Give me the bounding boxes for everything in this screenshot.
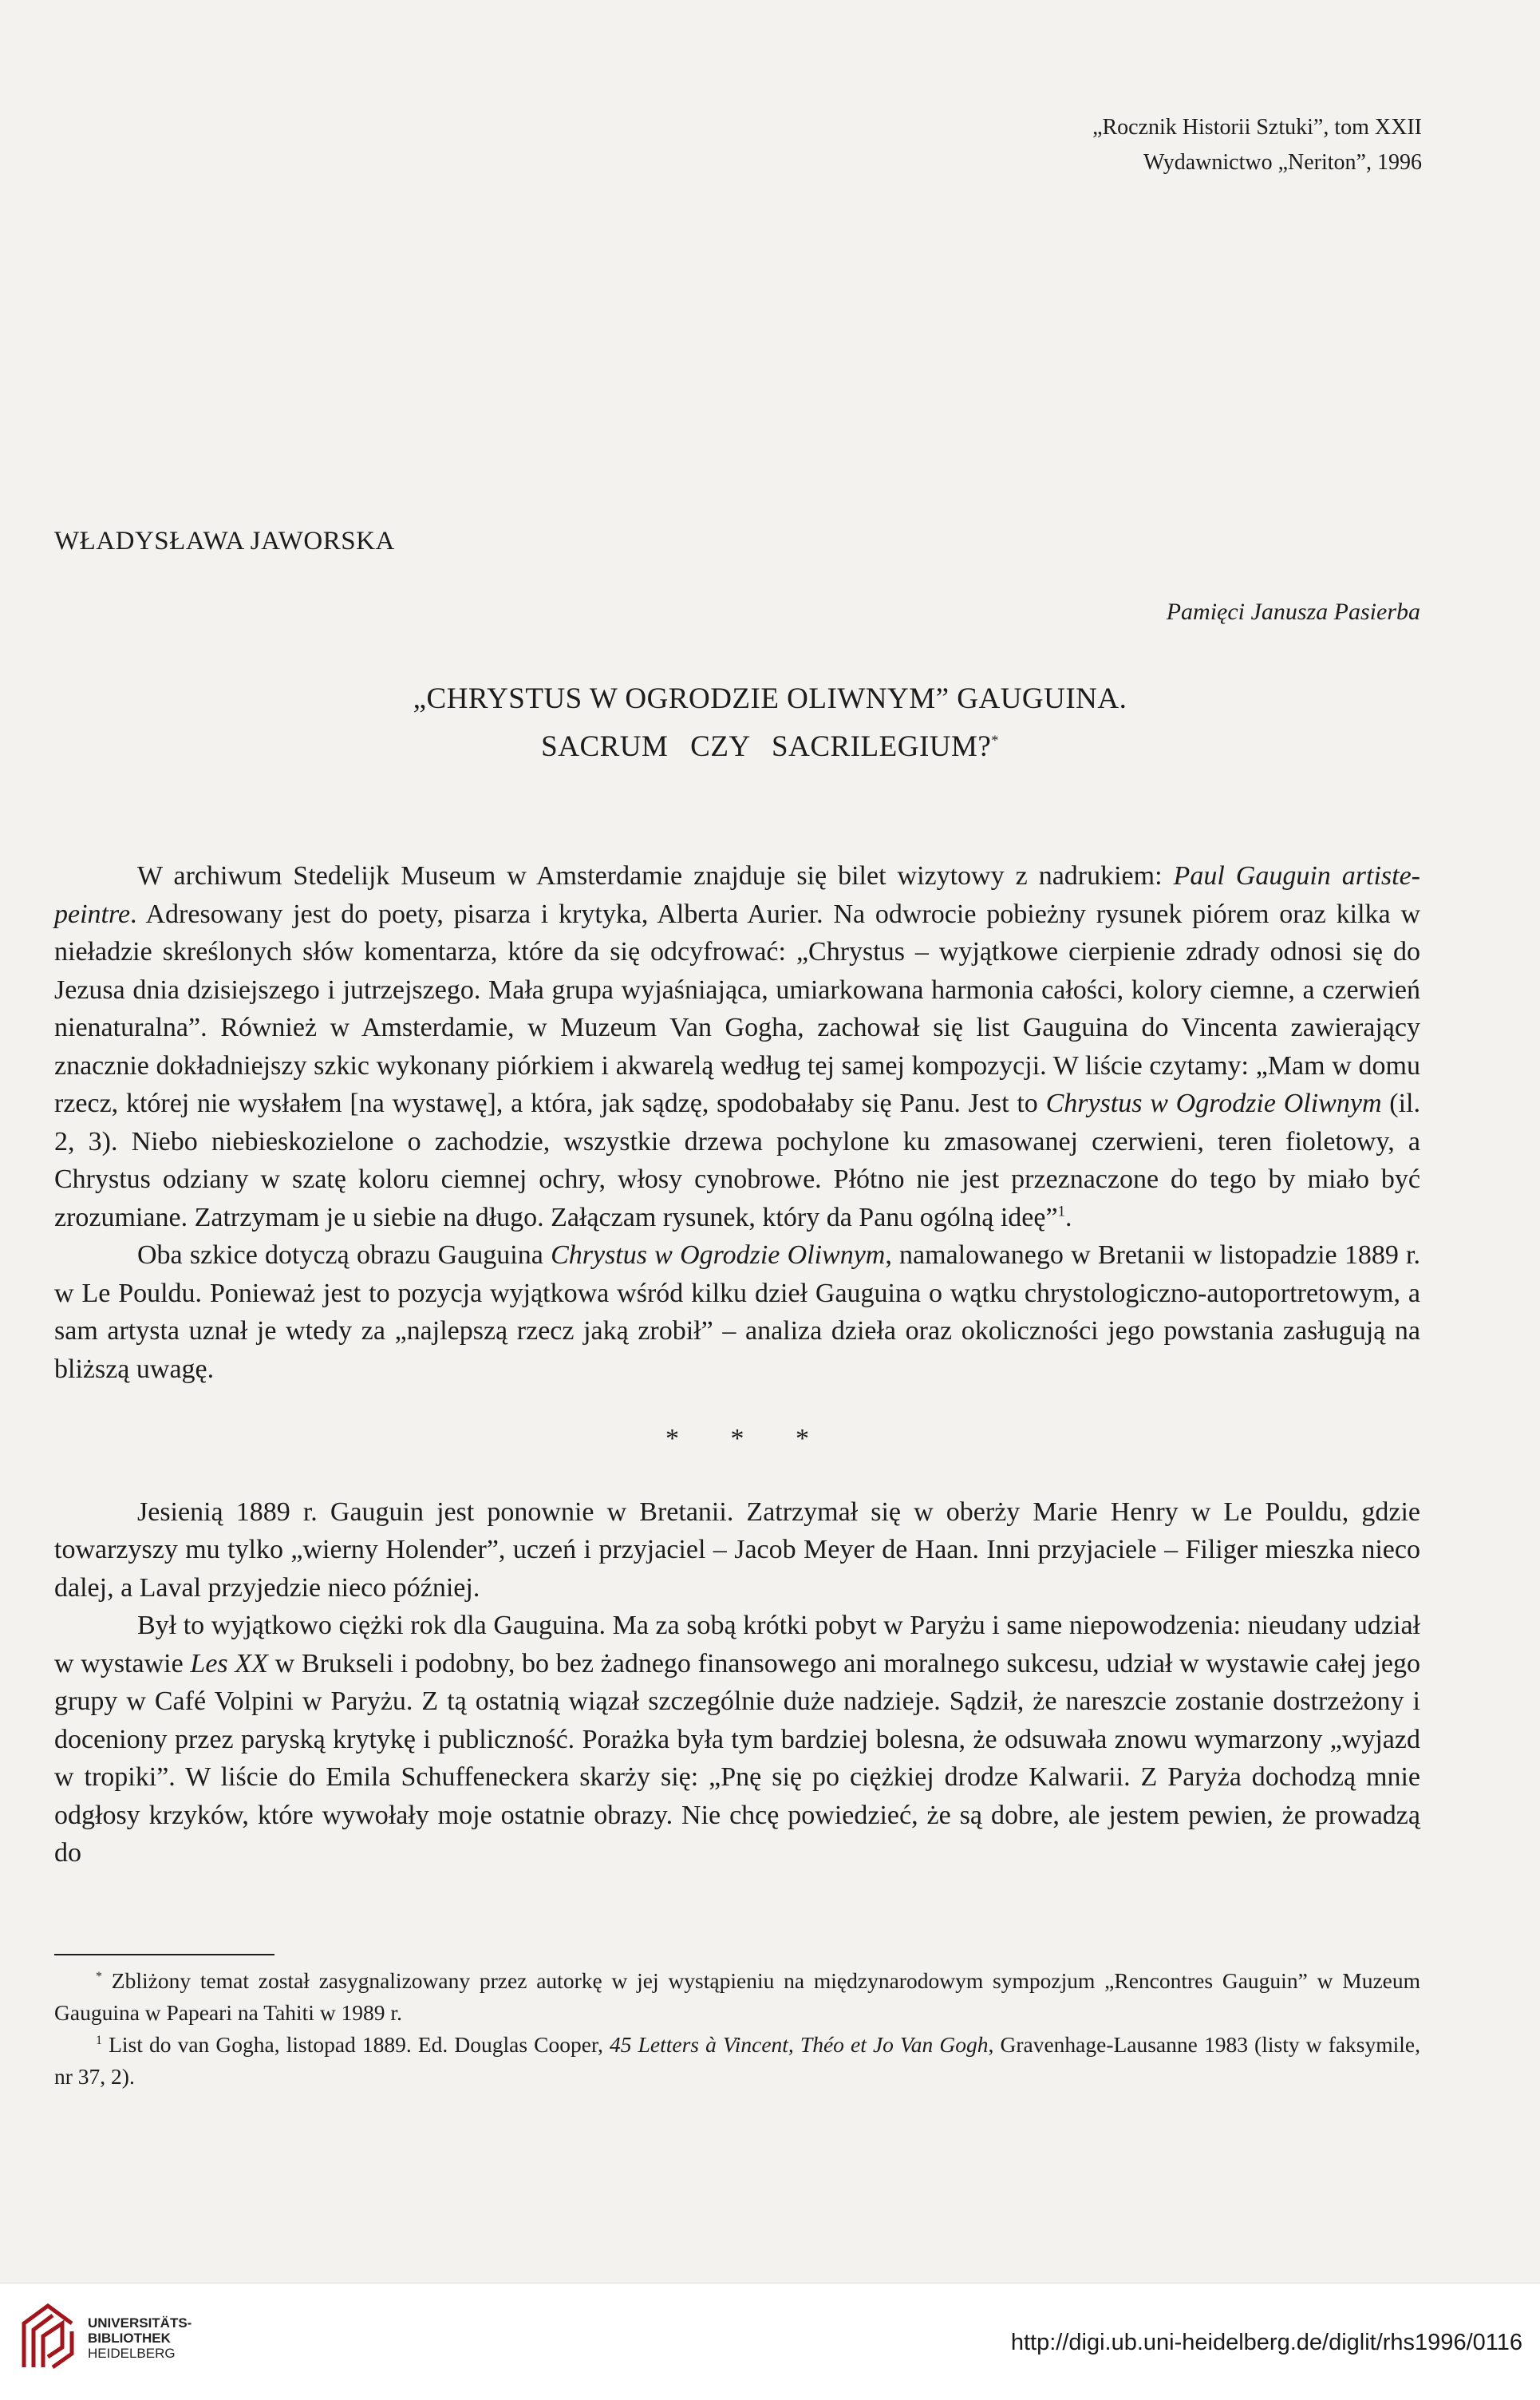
paragraph-4 [54,1607,1420,1872]
footnote-divider [54,1954,274,1955]
library-logo-icon[interactable] [16,2299,80,2371]
imprint-publisher: Wydawnictwo „Neriton”, 1996 [1143,150,1422,175]
footnote-1-mark: 1 [96,2033,102,2047]
footnote-star-mark: * [96,1969,102,1983]
paragraph-2 [54,1236,1420,1388]
section-separator: * * * [665,1424,831,1453]
dedication: Pamięci Janusza Pasierba [1166,599,1420,625]
p1-text-c: (il. 2, 3). Niebo niebieskozielone o zachodzie, wszystkie drzewa pochylone ku zmasowanej czerwieni, teren fioletowy, a Chrystus odziany w szatę koloru ciemnej ochry, włosy cynobrowe. Płótno nie jest przeznaczone do tego by miało być zrozumiane. Zatrzymam je u siebie na długo. Załączam rysunek, który da Panu ogólną ideę” [54,1089,1420,1232]
author-name: WŁADYSŁAWA JAWORSKA [54,527,395,556]
footnote-1-italic-title: 45 Letters à Vincent, Théo et Jo Van Gogh [610,2032,989,2057]
library-name-line-2: BIBLIOTHEK [88,2331,171,2346]
permalink-url[interactable]: http://digi.ub.uni-heidelberg.de/diglit/rhs1996/0116 [1010,2330,1522,2355]
p4-text-a: Był to wyjątkowo ciężki rok dla Gauguina. Ma za sobą krótki pobyt w Paryżu i same niepowodzenia: nieudany udział w wystawie [54,1611,1420,1678]
p2-text-b: , namalowanego w Bretanii w listopadzie 1889 r. w Le Pouldu. Ponieważ jest to pozycja wyjątkowa wśród kilku dzieł Gauguina o wątku chrystologiczno-autoportretowym, a sam artysta uznał je wtedy za „najlepszą rzecz jaką zrobił” – analiza dzieła oraz okoliczności jego powstania zasługują na bliższą uwagę. [54,1240,1420,1384]
footnote-star [54,1965,1420,2029]
article-title [0,675,1540,771]
title-footnote-mark[interactable]: * [991,732,999,749]
library-name [88,2315,192,2361]
p1-text-d: . [1065,1202,1072,1232]
title-line-2-text: SACRUM CZY SACRILEGIUM? [541,730,992,763]
p2-italic-painting: Chrystus w Ogrodzie Oliwnym [551,1240,886,1270]
paragraph-3: Jesienią 1889 r. Gauguin jest ponownie w Bretanii. Zatrzymał się w oberży Marie Henry w Le Pouldu, gdzie towarzyszy mu tylko „wierny Holender”, uczeń i przyjaciel – Jacob Meyer de Haan. Inni przyjaciele – Filiger mieszka nieco dalej, a Laval przyjedzie nieco później. [54,1497,1420,1603]
footnote-1-text-a: List do van Gogha, listopad 1889. Ed. Douglas Cooper, [102,2032,610,2057]
imprint-journal: „Rocznik Historii Sztuki”, tom XXII [1092,115,1422,140]
footnote-1-text-b: , Gravenhage-Lausanne 1983 (listy w faksymile, nr 37, 2). [54,2032,1420,2089]
title-line-2 [0,723,1540,771]
library-name-line-1: UNIVERSITÄTS- [88,2315,192,2331]
journal-imprint [1092,110,1422,180]
p4-text-b: w Brukseli i podobny, bo bez żadnego finansowego ani moralnego sukcesu, udział w wystawie całej jego grupy w Café Volpini w Paryżu. Z tą ostatnią wiązał szczególnie duże nadzieje. Sądził, że nareszcie zostanie dostrzeżony i doceniony przez paryską krytykę i publiczność. Porażka była tym bardziej bolesna, że odsuwała znowu wymarzony „wyjazd w tropiki”. W liście do Emila Schuffeneckera skarży się: „Pnę się po ciężkiej drodze Kalwarii. Z Paryża dochodzą mnie odgłosy krzyków, które wywołały moje ostatnie obrazy. Nie chcę powiedzieć, że są dobre, ale jestem pewien, że prowadzą do [54,1648,1420,1868]
footnote-star-text: Zbliżony temat został zasygnalizowany przez autorkę w jej wystąpieniu na międzynarodowym sympozjum „Rencontres Gauguin” w Muzeum Gauguina w Papeari na Tahiti w 1989 r. [54,1968,1420,2025]
p1-text-b: . Adresowany jest do poety, pisarza i krytyka, Alberta Aurier. Na odwrocie pobieżny rysunek piórem oraz kilka w nieładzie skreślonych słów komentarza, które da się odcyfrować: „Chrystus – wyjątkowe cierpienie zdrady odnosi się do Jezusa dnia dzisiejszego i jutrzejszego. Mała grupa wyjaśniająca, umiarkowana harmonia całości, kolory ciemne, a czerwień nienaturalna”. Również w Amsterdamie, w Muzeum Van Gogha, zachował się list Gauguina do Vincenta zawierający znacznie dokładniejszy szkic wykonany piórkiem i akwarelą według tej samej kompozycji. W liście czytamy: „Mam w domu rzecz, której nie wysłałem [na wystawę], a która, jak sądzę, spodobałaby się Panu. Jest to [54,899,1420,1118]
footnote-ref-1[interactable]: 1 [1057,1203,1066,1220]
p1-text-a: W archiwum Stedelijk Museum w Amsterdamie znajduje się bilet wizytowy z nadrukiem: [137,861,1174,891]
p1-italic-card: Paul Gauguin artiste-peintre [54,861,1420,929]
footnotes [54,1965,1420,2093]
article-body [54,857,1420,1872]
digitization-footer [0,2283,1540,2400]
footnote-1 [54,2029,1420,2093]
paragraph-1 [54,857,1420,1236]
p2-text-a: Oba szkice dotyczą obrazu Gauguina [137,1240,551,1270]
library-name-line-3: HEIDELBERG [88,2346,176,2361]
title-line-1: „CHRYSTUS W OGRODZIE OLIWNYM” GAUGUINA. [413,682,1127,715]
p4-italic-exhibition: Les XX [190,1648,268,1678]
p1-italic-painting: Chrystus w Ogrodzie Oliwnym [1045,1089,1382,1118]
